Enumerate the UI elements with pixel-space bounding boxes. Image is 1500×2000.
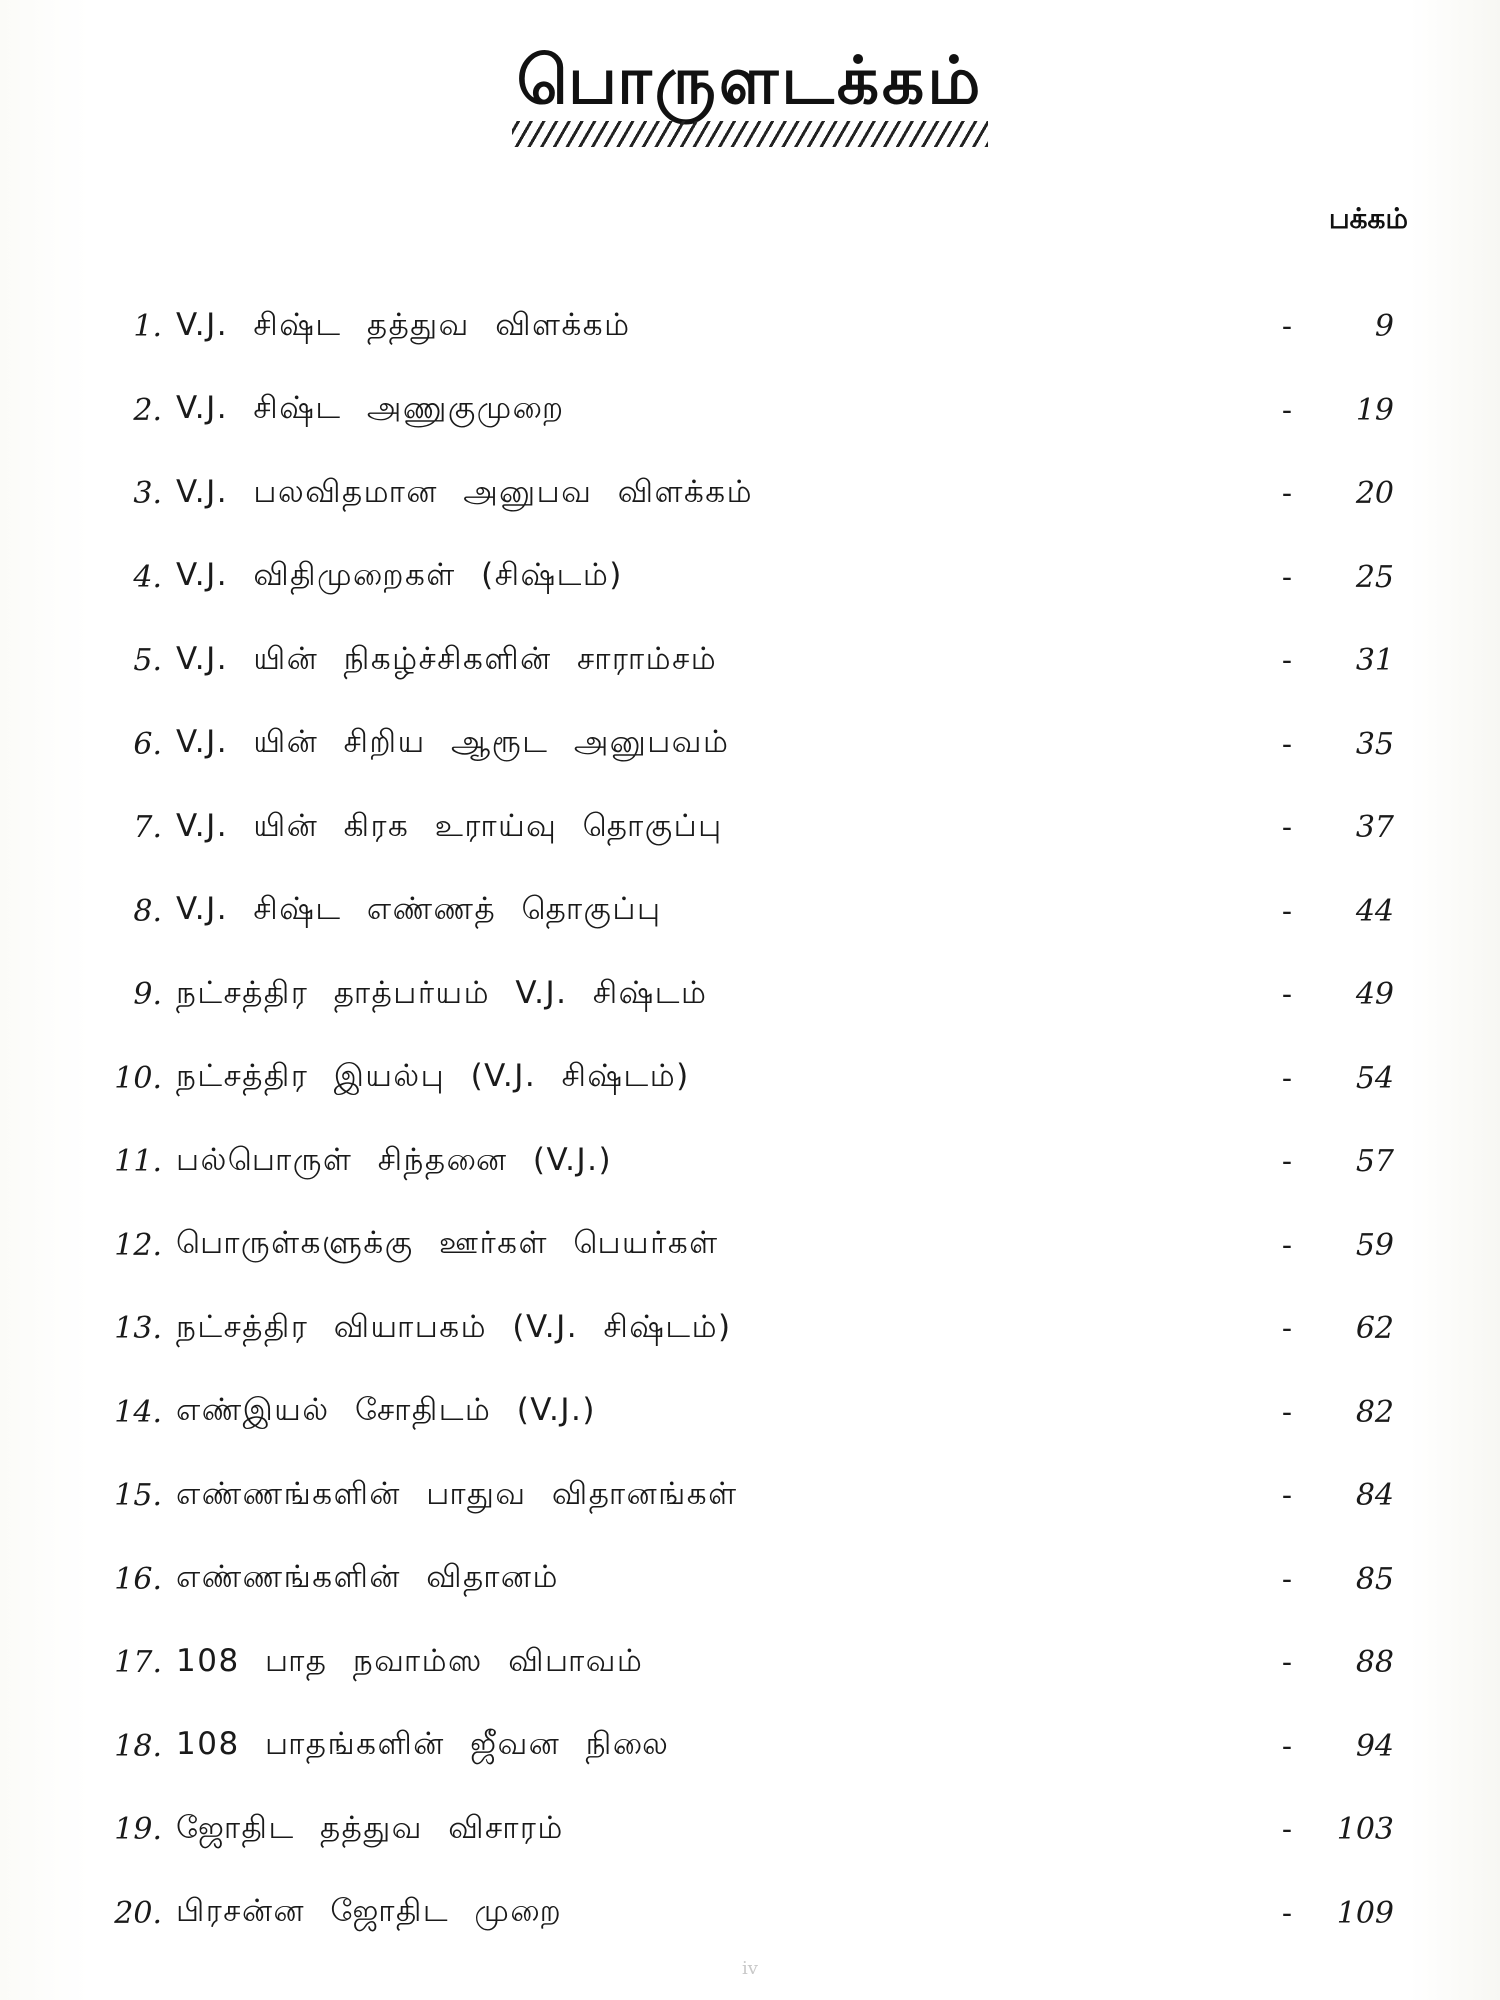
toc-entry-page-number: 19 bbox=[1355, 392, 1394, 428]
toc-entry-title: V.J. பலவிதமான அனுபவ விளக்கம் bbox=[176, 473, 754, 510]
toc-entry-title: 108 பாத நவாம்ஸ விபாவம் bbox=[176, 1642, 644, 1679]
toc-entry-title: V.J. யின் சிறிய ஆரூட அனுபவம் bbox=[176, 724, 730, 761]
toc-entry bbox=[90, 786, 1420, 870]
page-column-header: பக்கம் bbox=[1328, 202, 1408, 235]
toc-entry-number: 11. bbox=[114, 1144, 162, 1180]
toc-entry bbox=[90, 1037, 1420, 1121]
toc-entry bbox=[90, 1621, 1420, 1705]
toc-entry bbox=[90, 1705, 1420, 1789]
toc-entry-title: V.J. யின் கிரக உராய்வு தொகுப்பு bbox=[176, 807, 723, 844]
toc-entry-dash: - bbox=[1281, 1478, 1292, 1514]
toc-entry-number: 17. bbox=[114, 1645, 162, 1681]
toc-entry-page-number: 94 bbox=[1355, 1728, 1394, 1764]
toc-entry-page-number: 103 bbox=[1336, 1812, 1394, 1848]
toc-entry-page-number: 57 bbox=[1355, 1144, 1394, 1180]
toc-entry bbox=[90, 285, 1420, 369]
toc-entry-title: V.J. விதிமுறைகள் (சிஷ்டம்) bbox=[176, 557, 623, 594]
page-title: பொருளடக்கம் bbox=[516, 42, 984, 119]
toc-entry-dash: - bbox=[1281, 1144, 1292, 1180]
toc-entry-number: 19. bbox=[114, 1812, 162, 1848]
toc-entry bbox=[90, 619, 1420, 703]
toc-entry-dash: - bbox=[1281, 977, 1292, 1013]
toc-entry-dash: - bbox=[1281, 1060, 1292, 1096]
toc-entry bbox=[90, 703, 1420, 787]
toc-entry-number: 18. bbox=[114, 1728, 162, 1764]
toc-entry-page-number: 59 bbox=[1355, 1227, 1394, 1263]
toc-entry-dash: - bbox=[1281, 1728, 1292, 1764]
toc-entry-dash: - bbox=[1281, 309, 1292, 345]
toc-entry-number: 14. bbox=[114, 1394, 162, 1430]
toc-entry-title: எண்இயல் சோதிடம் (V.J.) bbox=[176, 1392, 596, 1429]
toc-entry-page-number: 109 bbox=[1336, 1895, 1394, 1931]
toc-entry-title: நட்சத்திர இயல்பு (V.J. சிஷ்டம்) bbox=[176, 1058, 690, 1095]
toc-entry-dash: - bbox=[1281, 810, 1292, 846]
toc-entry-page-number: 9 bbox=[1374, 309, 1394, 345]
toc-entry bbox=[90, 1872, 1420, 1956]
toc-entry-page-number: 37 bbox=[1355, 810, 1394, 846]
toc-entry-dash: - bbox=[1281, 392, 1292, 428]
toc-entry-dash: - bbox=[1281, 643, 1292, 679]
toc-entry-page-number: 31 bbox=[1355, 643, 1394, 679]
toc-entry-title: பல்பொருள் சிந்தனை (V.J.) bbox=[176, 1141, 613, 1178]
toc-entry-number: 12. bbox=[114, 1227, 162, 1263]
toc-entry-title: எண்ணங்களின் பாதுவ விதானங்கள் bbox=[176, 1475, 738, 1512]
toc-entry-page-number: 85 bbox=[1355, 1561, 1394, 1597]
toc-entry-title: பிரசன்ன ஜோதிட முறை bbox=[176, 1893, 563, 1930]
toc-entry-title: 108 பாதங்களின் ஜீவன நிலை bbox=[176, 1726, 670, 1763]
toc-entry-title: ஜோதிட தத்துவ விசாரம் bbox=[176, 1809, 564, 1846]
toc-entry-dash: - bbox=[1281, 726, 1292, 762]
toc-entry bbox=[90, 369, 1420, 453]
toc-entry-title: V.J. யின் நிகழ்ச்சிகளின் சாராம்சம் bbox=[176, 640, 718, 677]
toc-entry-page-number: 88 bbox=[1355, 1645, 1394, 1681]
table-of-contents bbox=[90, 285, 1420, 1955]
toc-entry-page-number: 49 bbox=[1355, 977, 1394, 1013]
toc-entry bbox=[90, 1538, 1420, 1622]
toc-entry-page-number: 44 bbox=[1355, 893, 1394, 929]
toc-entry-title: நட்சத்திர தாத்பர்யம் V.J. சிஷ்டம் bbox=[176, 974, 708, 1011]
toc-entry-number: 16. bbox=[114, 1561, 162, 1597]
toc-entry-dash: - bbox=[1281, 1895, 1292, 1931]
toc-entry bbox=[90, 1204, 1420, 1288]
toc-entry-title: V.J. சிஷ்ட அணுகுமுறை bbox=[176, 390, 565, 427]
toc-entry-number: 4. bbox=[133, 559, 162, 595]
toc-entry-number: 2. bbox=[133, 392, 162, 428]
toc-entry-number: 15. bbox=[114, 1478, 162, 1514]
toc-entry bbox=[90, 1120, 1420, 1204]
toc-entry-title: நட்சத்திர வியாபகம் (V.J. சிஷ்டம்) bbox=[176, 1308, 732, 1345]
toc-entry-number: 13. bbox=[114, 1311, 162, 1347]
toc-entry-page-number: 82 bbox=[1355, 1394, 1394, 1430]
toc-entry bbox=[90, 1788, 1420, 1872]
toc-entry bbox=[90, 1287, 1420, 1371]
toc-entry-dash: - bbox=[1281, 1311, 1292, 1347]
toc-entry-number: 6. bbox=[133, 726, 162, 762]
toc-entry-title: V.J. சிஷ்ட எண்ணத் தொகுப்பு bbox=[176, 891, 662, 928]
toc-entry bbox=[90, 452, 1420, 536]
toc-entry-page-number: 35 bbox=[1355, 726, 1394, 762]
toc-entry-page-number: 84 bbox=[1355, 1478, 1394, 1514]
toc-entry-number: 7. bbox=[133, 810, 162, 846]
toc-entry-title: V.J. சிஷ்ட தத்துவ விளக்கம் bbox=[176, 306, 631, 343]
toc-entry-number: 3. bbox=[133, 476, 162, 512]
toc-entry-dash: - bbox=[1281, 1227, 1292, 1263]
toc-entry-number: 8. bbox=[133, 893, 162, 929]
toc-entry-title: எண்ணங்களின் விதானம் bbox=[176, 1559, 559, 1596]
toc-entry-title: பொருள்களுக்கு ஊர்கள் பெயர்கள் bbox=[176, 1225, 719, 1262]
toc-entry-dash: - bbox=[1281, 1645, 1292, 1681]
toc-entry bbox=[90, 1371, 1420, 1455]
toc-entry-dash: - bbox=[1281, 1394, 1292, 1430]
toc-entry-page-number: 62 bbox=[1355, 1311, 1394, 1347]
toc-entry-number: 1. bbox=[133, 309, 162, 345]
toc-entry-dash: - bbox=[1281, 559, 1292, 595]
toc-entry bbox=[90, 536, 1420, 620]
toc-entry-dash: - bbox=[1281, 476, 1292, 512]
toc-entry-dash: - bbox=[1281, 1561, 1292, 1597]
toc-entry-dash: - bbox=[1281, 893, 1292, 929]
toc-entry-number: 9. bbox=[133, 977, 162, 1013]
toc-entry-number: 5. bbox=[133, 643, 162, 679]
toc-entry-dash: - bbox=[1281, 1812, 1292, 1848]
toc-entry-page-number: 20 bbox=[1355, 476, 1394, 512]
toc-entry bbox=[90, 870, 1420, 954]
toc-entry-number: 10. bbox=[114, 1060, 162, 1096]
toc-entry-page-number: 25 bbox=[1355, 559, 1394, 595]
toc-entry bbox=[90, 953, 1420, 1037]
title-underline-decoration bbox=[512, 121, 988, 147]
toc-entry bbox=[90, 1454, 1420, 1538]
toc-entry-number: 20. bbox=[114, 1895, 162, 1931]
page-folio: iv bbox=[742, 1958, 758, 1979]
toc-entry-page-number: 54 bbox=[1355, 1060, 1394, 1096]
